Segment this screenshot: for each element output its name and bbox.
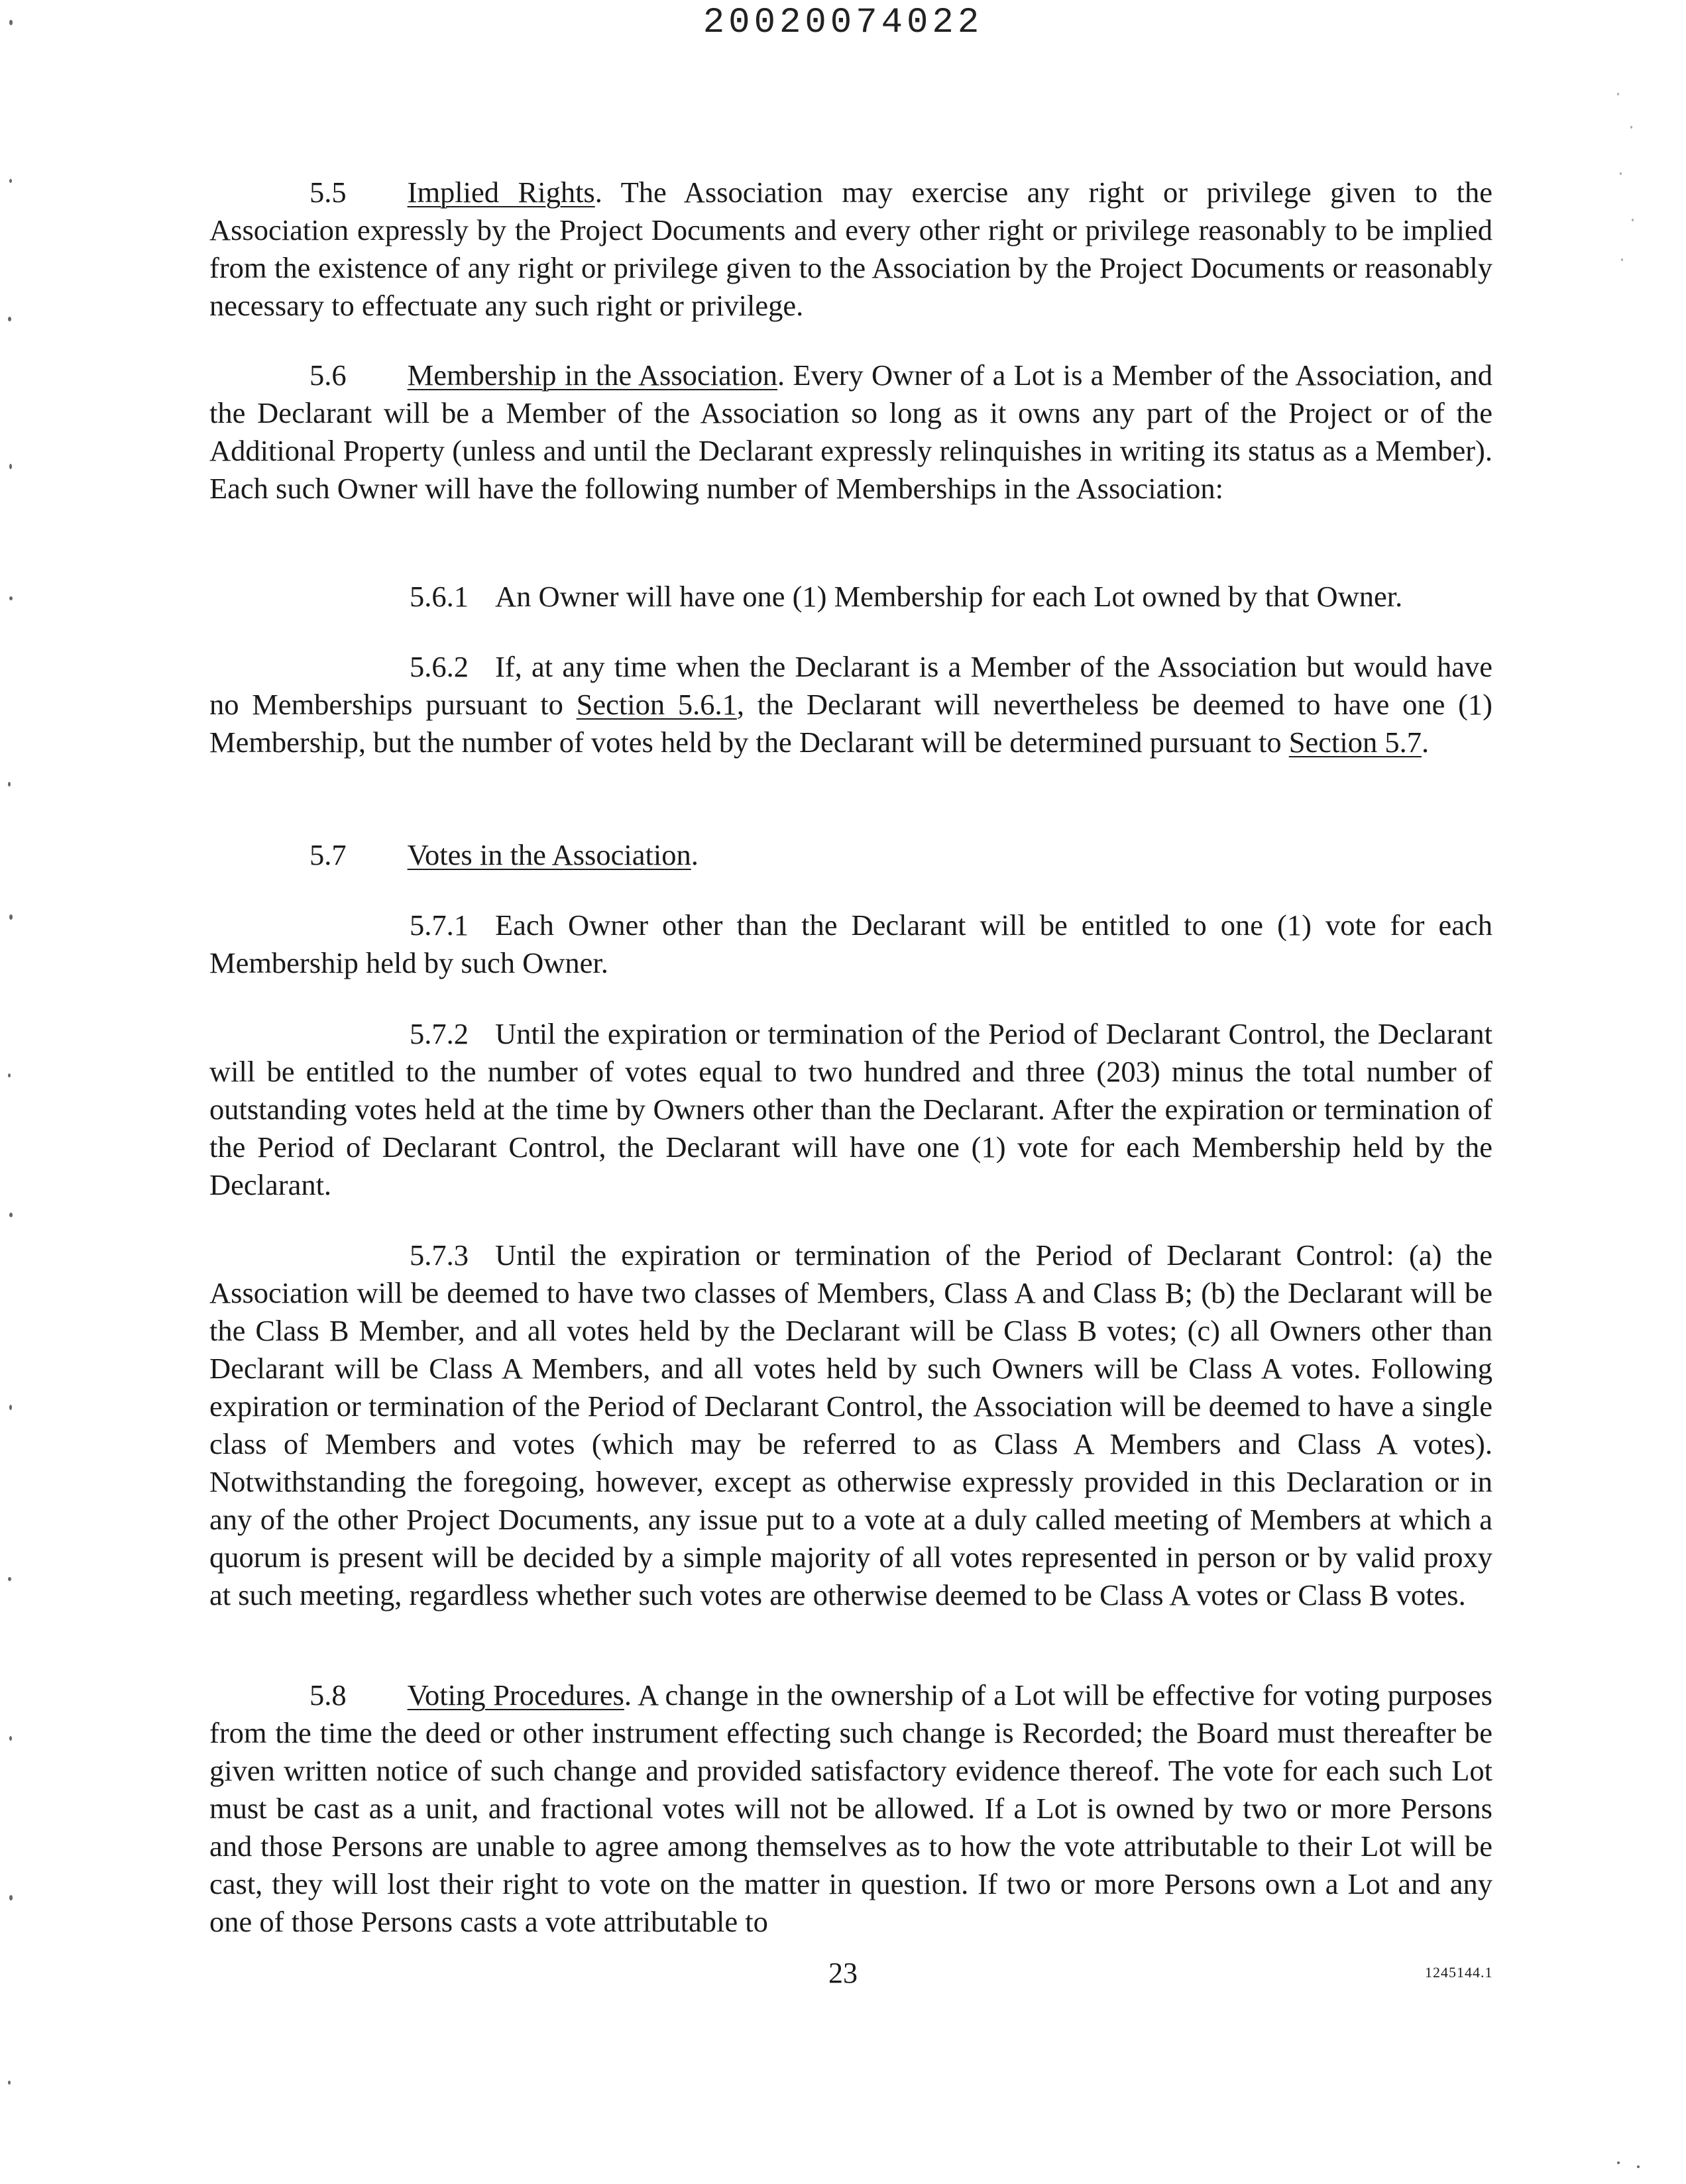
section-5-7: 5.7 Votes in the Association. [309,838,699,871]
cross-reference-link: Section 5.6.1 [576,688,737,721]
section-5-7-1 [209,906,1492,982]
scan-speck [9,914,13,920]
section-5-7-3 [209,1236,1492,1614]
section-number: 5.5 [309,176,347,209]
section-5-6-2: 5.6.2 If, at any time when the Declarant is a Member of the Association but would have no Memberships pursuant to Section 5.6.1, the Declarant will nevertheless be deemed to have one (1) Membership, but the number of votes held by the Declarant will be determined pursuant to Section 5.7. [209,650,1493,759]
section-5-6-1 [209,578,1492,616]
scan-speck [9,1405,12,1410]
page-number: 23 [828,1957,858,1989]
section-body: Until the expiration or termination of the Period of Declarant Control, the Declarant will be entitled to the number of votes equal to two hundred and three (203) minus the total number of outstanding votes held at the time by Owners other than the Declarant. After the expiration or termination of the Period of Declarant Control, the Declarant will have one (1) vote for each Membership held by the Declarant. [209,1017,1492,1201]
section-5-6: 5.6 Membership in the Association. Every Owner of a Lot is a Member of the Association, and the Declarant will be a Member of the Association so long as it owns any part of the Project or of the Additional Property (unless and until the Declarant expressly relinquishes in writing its status as a Member). Each such Owner will have the following number of Memberships in the Association: [209,358,1493,505]
section-body: Every Owner of a Lot is a Member of the Association, and the Declarant will be a Member of the Association so long as it owns any part of the Project or of the Additional Property (unless and until the Declarant expressly relinquishes in writing its status as a Member). Each such Owner will have the following number of Memberships in the Association: [209,358,1493,505]
section-title: Votes in the Association [407,838,691,871]
scan-speck [9,1213,13,1217]
scan-speck [8,1073,11,1077]
section-number: 5.8 [309,1678,347,1712]
scan-speck [9,1736,12,1741]
document-number: 20020074022 [702,3,984,43]
scan-speck [9,596,13,600]
section-title: Membership in the Association [407,358,778,392]
file-identifier: 1245144.1 [1425,1964,1493,1981]
scan-speck [1621,258,1623,261]
scan-speck [1620,172,1622,175]
section-title: Voting Procedures [407,1678,624,1712]
scan-speck [9,464,12,469]
section-number: 5.7 [309,838,347,871]
section-body: A change in the ownership of a Lot will be effective for voting purposes from the time the deed or other instrument effecting such change is Recorded; the Board must thereafter be given written notice of such change and provided satisfactory evidence thereof. The vote for each such Lot must be cast as a unit, and fractional votes will not be allowed. If a Lot is owned by two or more Persons and those Persons are unable to agree among themselves as to how the vote attributable to their Lot will be cast, they will lost their right to vote on the matter in question. If two or more Persons own a Lot and any one of those Persons casts a vote attributable to [209,1678,1493,1938]
section-5-5: 5.5 Implied Rights. The Association may exercise any right or privilege given to the Association expressly by the Project Documents and every other right or privilege reasonably to be implied from the existence of any right or privilege given to the Association by the Project Documents or reasonably necessary to effectuate any such right or privilege. [209,176,1492,322]
section-number: 5.6.1 [410,580,469,613]
scan-speck [1637,2165,1640,2168]
section-5-7-2 [209,1015,1492,1204]
section-body: The Association may exercise any right or privilege given to the Association expressly by the Project Documents and every other right or privilege reasonably to be implied from the existence of any right or privilege given to the Association by the Project Documents or reasonably necessary to effectuate any such right or privilege. [209,176,1492,322]
section-number: 5.6.2 [410,650,469,683]
cross-reference-link: Section 5.7 [1288,726,1422,759]
section-body: Until the expiration or termination of the Period of Declarant Control: (a) the Association will be deemed to have two classes of Members, Class A and Class B; (b) the Declarant will be the Class B Member, and all votes held by the Declarant will be Class B votes; (c) all Owners other than Declarant will be Class A Members, and all votes held by such Owners will be Class A votes. Following expiration or termination of the Period of Declarant Control, the Association will be deemed to have a single class of Members and votes (which may be referred to as Class A Members and Class A votes). Notwithstanding the foregoing, however, except as otherwise expressly provided in this Declaration or in any of the other Project Documents, any issue put to a vote at a duly called meeting of Members at which a quorum is present will be decided by a simple majority of all votes represented in person or by valid proxy at such meeting, regardless whether such votes are otherwise deemed to be Class A votes or Class B votes. [209,1238,1492,1611]
scan-speck [1630,126,1632,129]
scan-speck [1617,93,1619,95]
scan-speck [9,179,12,183]
scan-speck [8,782,11,787]
scan-speck [8,317,11,321]
section-title: Implied Rights [407,176,595,209]
scan-speck [9,1895,13,1900]
scan-speck [1632,219,1634,221]
scan-speck [8,2081,11,2085]
section-number: 5.7.3 [410,1238,469,1272]
scan-speck [9,20,13,25]
scan-speck [8,1577,11,1581]
scan-speck [1617,2161,1620,2164]
section-number: 5.7.1 [410,908,469,942]
section-body: Each Owner other than the Declarant will be entitled to one (1) vote for each Membership held by such Owner. [209,908,1492,979]
section-number: 5.6 [309,358,347,392]
section-body: An Owner will have one (1) Membership for each Lot owned by that Owner. [495,580,1403,613]
section-5-8: 5.8 Voting Procedures. A change in the ownership of a Lot will be effective for voting purposes from the time the deed or other instrument effecting such change is Recorded; the Board must thereafter be given written notice of such change and provided satisfactory evidence thereof. The vote for each such Lot must be cast as a unit, and fractional votes will not be allowed. If a Lot is owned by two or more Persons and those Persons are unable to agree among themselves as to how the vote attributable to their Lot will be cast, they will lost their right to vote on the matter in question. If two or more Persons own a Lot and any one of those Persons casts a vote attributable to [209,1678,1493,1938]
section-number: 5.7.2 [410,1017,469,1050]
